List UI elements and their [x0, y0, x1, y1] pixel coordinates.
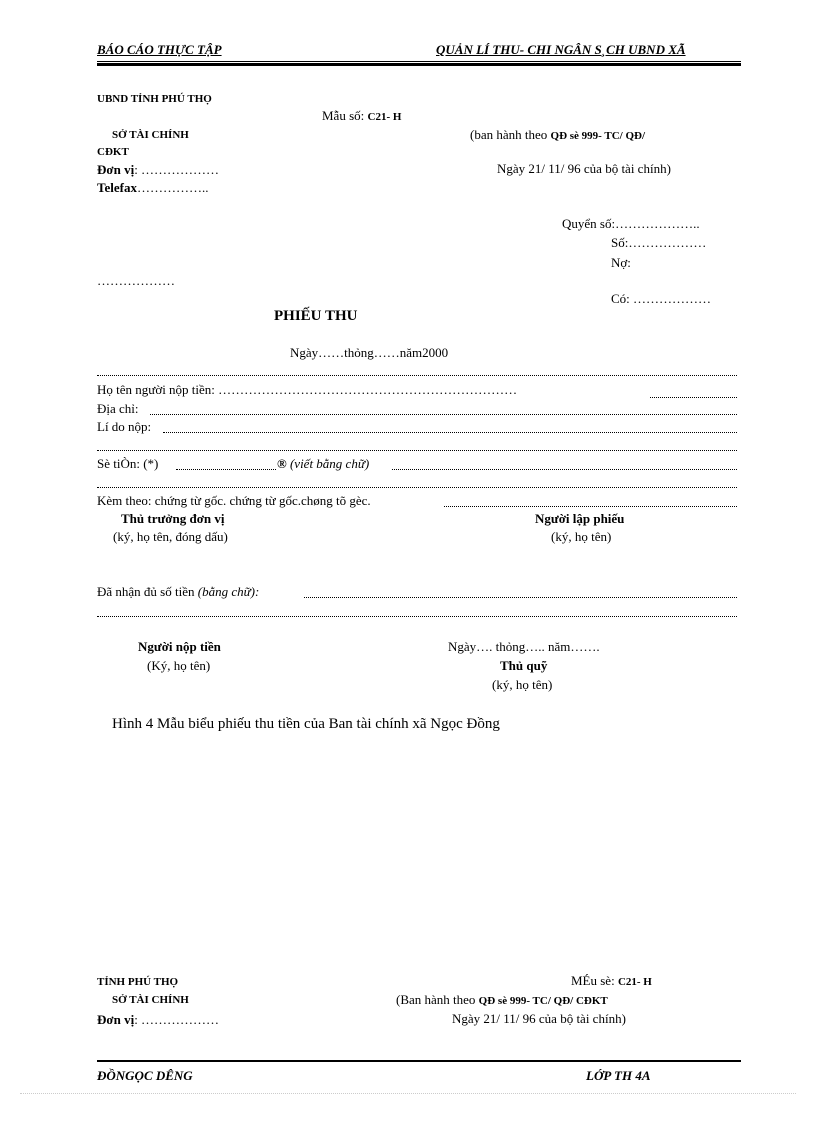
so-tien-note-text: (viết bằng chữ)	[289, 456, 370, 471]
kem-theo-dotline	[444, 506, 737, 507]
nguoi-lap-title: Người lập phiếu	[535, 511, 625, 526]
header-rule-thick	[97, 63, 741, 66]
nguoi-nop-title: Người nộp tiền	[138, 639, 221, 654]
bottom-don-vi-label: Đơn vị	[97, 1012, 135, 1027]
don-vi-dots: : ………………	[134, 162, 220, 177]
received-row	[97, 584, 259, 600]
bottom-so-tai-chinh: SỞ TÀI CHÍNH	[112, 994, 189, 1006]
received-label: Đã nhận đủ số tiền	[97, 584, 195, 599]
mau-so	[322, 108, 401, 124]
thu-truong-sub: (ký, họ tên, đóng dấu)	[113, 529, 228, 544]
thu-quy-sub: (ký, họ tên)	[492, 677, 553, 692]
nguoi-nop-sub: (Ký, họ tên)	[147, 658, 211, 673]
ho-ten-dots: ……………………………………………………………	[218, 382, 518, 397]
blank-line	[97, 616, 737, 617]
ban-hanh-bold: QĐ sè 999- TC/ QĐ/	[550, 130, 646, 142]
so-tien-label: Sè tiÒn: (*)	[97, 456, 159, 471]
ban-hanh-prefix: (ban hành theo	[470, 127, 548, 142]
ho-ten-dotline	[650, 397, 737, 398]
sign2-date: Ngày…. thỏng….. năm…….	[448, 639, 600, 654]
bottom-mau-label: MÉu sè:	[571, 973, 615, 988]
ho-ten-label: Họ tên người nộp tiền:	[97, 382, 215, 397]
ban-hanh	[470, 127, 645, 143]
telefax-label: Telefax	[97, 180, 137, 195]
so-tai-chinh: SỞ TÀI CHÍNH	[112, 129, 189, 141]
li-do-dotline	[163, 432, 737, 433]
so-tien-dotline-2	[392, 469, 737, 470]
so-tien-note	[277, 456, 369, 472]
ubnd-label: UBND TỈNH PHÚ THỌ	[97, 93, 212, 105]
footer-rule	[97, 1060, 741, 1062]
telefax	[97, 180, 208, 196]
bottom-don-vi-dots: : ………………	[134, 1012, 220, 1027]
mau-so-label: Mẫu số:	[322, 108, 365, 123]
thu-quy-title: Thủ quỹ	[500, 658, 548, 673]
don-vi	[97, 162, 219, 178]
page-edge-dotline	[20, 1093, 796, 1094]
footer-left: ĐỒNGỌC DÊNG	[97, 1068, 193, 1083]
left-dots: ………………	[97, 273, 175, 288]
so-field: Số:………………	[611, 235, 707, 250]
thu-truong-title: Thủ trưởng đơn vị	[121, 511, 225, 526]
kem-theo: Kèm theo: chứng từ gốc. chứng từ gốc.chøng tõ gèc.	[97, 493, 371, 508]
dia-chi-label: Địa chỉ:	[97, 401, 139, 416]
so-tien-mark: ®	[277, 456, 287, 471]
bottom-mau-value: C21- H	[617, 976, 652, 988]
bottom-ban-hanh-bold: QĐ sè 999- TC/ QĐ/ CĐKT	[478, 995, 608, 1007]
cdkt: CĐKT	[97, 146, 129, 158]
ngay-ban-hanh: Ngày 21/ 11/ 96 của bộ tài chính)	[497, 161, 671, 176]
page-title: PHIẾU THU	[274, 308, 358, 324]
telefax-dots: ……………..	[136, 180, 209, 195]
blank-line	[97, 375, 737, 376]
header-right: QUẢN LÍ THU- CHI NGÂN S¸CH UBND XÃ	[436, 42, 686, 57]
li-do-label: Lí do nộp:	[97, 419, 152, 434]
bottom-don-vi	[97, 1012, 219, 1028]
quyen-so: Quyển số:………………..	[562, 216, 700, 231]
co-field: Có: ………………	[611, 291, 712, 306]
bottom-ngay-bh: Ngày 21/ 11/ 96 của bộ tài chính)	[452, 1011, 626, 1026]
mau-so-value: C21- H	[367, 111, 402, 123]
dia-chi-dotline	[150, 414, 737, 415]
figure-caption: Hình 4 Mẫu biểu phiếu thu tiền của Ban tài chính xã Ngọc Đồng	[112, 716, 500, 732]
header-rule-thin	[97, 61, 741, 62]
so-tien-dotline	[176, 469, 276, 470]
no-field: Nợ:	[611, 255, 631, 270]
ho-ten-row	[97, 382, 517, 398]
date-line: Ngày……thỏng……năm2000	[290, 345, 449, 360]
footer-right: LỚP TH 4A	[586, 1068, 651, 1083]
received-note: (bằng chữ):	[197, 584, 260, 599]
blank-line	[97, 487, 737, 488]
don-vi-label: Đơn vị	[97, 162, 135, 177]
received-dotline	[304, 597, 737, 598]
bottom-ban-hanh-prefix: (Ban hành theo	[396, 992, 476, 1007]
blank-line	[97, 450, 737, 451]
bottom-ban-hanh	[396, 992, 608, 1008]
header-left: BÁO CÁO THỰC TẬP	[97, 42, 222, 57]
bottom-tinh: TỈNH PHÚ THỌ	[97, 976, 179, 988]
bottom-mau	[571, 973, 652, 989]
nguoi-lap-sub: (ký, họ tên)	[551, 529, 612, 544]
